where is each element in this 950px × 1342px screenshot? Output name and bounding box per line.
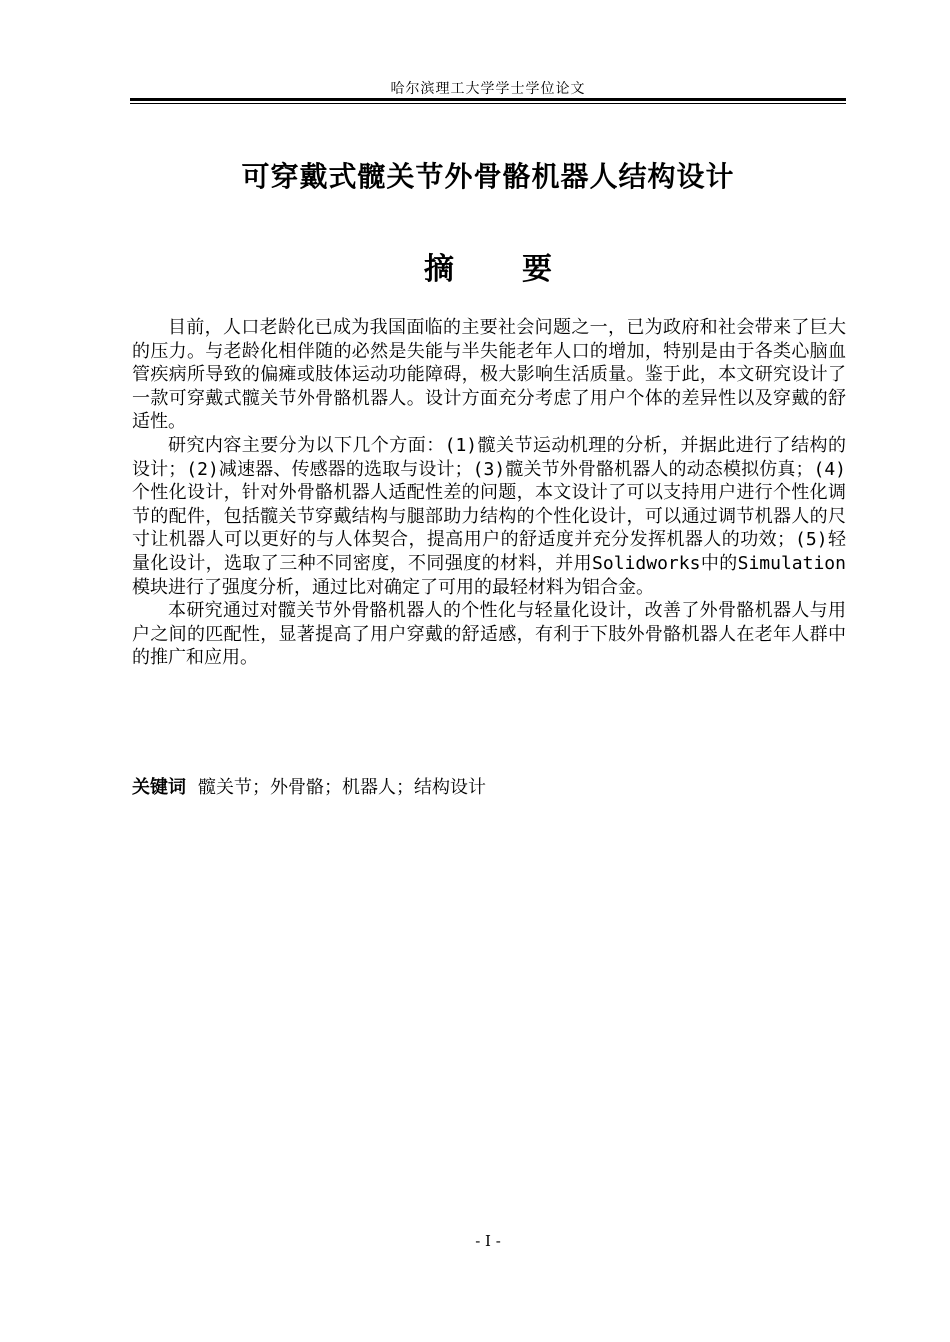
abstract-body (132, 316, 846, 670)
abstract-paragraph-2: 研究内容主要分为以下几个方面：(1)髋关节运动机理的分析，并据此进行了结构的设计；(2)减速器、传感器的选取与设计；(3)髋关节外骨骼机器人的动态模拟仿真；(4)个性化设计，针对外骨骼机器人适配性差的问题，本文设计了可以支持用户进行个性化调节的配件，包括髋关节穿戴结构与腿部助力结构的个性化设计，可以通过调节机器人的尺寸让机器人可以更好的与人体契合，提高用户的舒适度并充分发挥机器人的功效；(5)轻量化设计，选取了三种不同密度，不同强度的材料，并用Solidworks中的Simulation模块进行了强度分析，通过比对确定了可用的最轻材料为铝合金。 (132, 434, 846, 598)
abstract-heading-char-1: 摘 (424, 252, 454, 287)
abstract-heading-char-2: 要 (522, 252, 552, 287)
header-rule-thick (130, 98, 846, 101)
abstract-paragraph-3: 本研究通过对髋关节外骨骼机器人的个性化与轻量化设计，改善了外骨骼机器人与用户之间的匹配性，显著提高了用户穿戴的舒适感，有利于下肢外骨骼机器人在老年人群中的推广和应用。 (132, 600, 846, 669)
keywords-text: 髋关节；外骨骼；机器人；结构设计 (198, 777, 486, 798)
thesis-title: 可穿戴式髋关节外骨骼机器人结构设计 (241, 160, 735, 193)
header-rule-thin (130, 103, 846, 104)
running-header: 哈尔滨理工大学学士学位论文 (390, 81, 586, 97)
page-number: - I - (475, 1232, 501, 1250)
keywords-label: 关键词 (132, 777, 186, 798)
abstract-paragraph-1: 目前，人口老龄化已成为我国面临的主要社会问题之一，已为政府和社会带来了巨大的压力。与老龄化相伴随的必然是失能与半失能老年人口的增加，特别是由于各类心脑血管疾病所导致的偏瘫或肢体运动功能障碍，极大影响生活质量。鉴于此，本文研究设计了一款可穿戴式髋关节外骨骼机器人。设计方面充分考虑了用户个体的差异性以及穿戴的舒适性。 (132, 317, 846, 433)
keywords-line (132, 773, 846, 799)
abstract-heading (130, 244, 846, 288)
